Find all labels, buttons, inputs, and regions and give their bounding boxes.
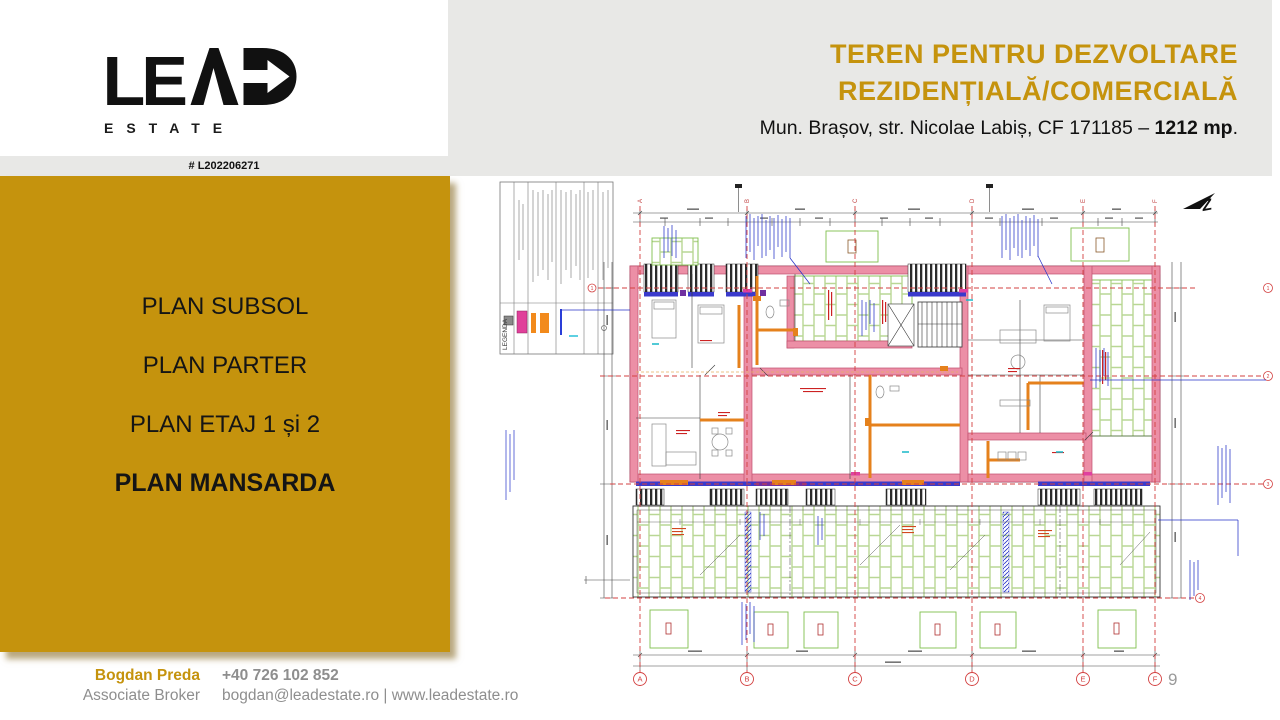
property-subtitle: Mun. Brașov, str. Nicolae Labiș, CF 171185 – 1212 mp. <box>759 117 1238 139</box>
legend-swatch-magenta <box>517 311 527 333</box>
svg-text:F: F <box>1152 674 1158 684</box>
agent-name: Bogdan Preda <box>94 667 200 684</box>
svg-text:LE: LE <box>102 44 184 119</box>
legend-title: LEGENDA <box>502 318 509 350</box>
plan-item-etaj: PLAN ETAJ 1 și 2 <box>129 411 321 438</box>
svg-text:B: B <box>744 674 750 684</box>
footing-pads <box>650 610 1136 648</box>
page-title-line1: TEREN PENTRU DEZVOLTARE <box>829 39 1238 69</box>
svg-text:A: A <box>637 674 643 684</box>
svg-text:E: E <box>1081 198 1087 203</box>
plan-item-mansarda: PLAN MANSARDA <box>114 469 336 497</box>
dormer-boxes <box>652 228 1129 265</box>
svg-text:C: C <box>853 198 859 203</box>
logo-estate-text: ESTATE <box>104 120 236 136</box>
lead-logo-icon <box>100 44 340 119</box>
axis-labels-top <box>638 198 1159 203</box>
footer-contact-details <box>222 666 518 706</box>
footer-agent <box>0 666 200 706</box>
listing-ref-strip <box>0 156 448 176</box>
svg-text:E: E <box>1080 674 1086 684</box>
legend-swatch-orange1 <box>531 313 536 333</box>
footer-contact <box>0 666 660 706</box>
area-value: 1212 mp <box>1154 117 1233 139</box>
agent-phone: +40 726 102 852 <box>222 667 339 684</box>
page-title-line2: REZIDENȚIALĂ/COMERCIALĂ <box>838 76 1238 106</box>
terrace-bottom <box>633 506 1160 597</box>
listing-ref-number: # L202206271 <box>188 160 260 172</box>
plan-list-panel <box>0 176 450 652</box>
svg-text:2: 2 <box>1266 374 1270 380</box>
svg-text:Z: Z <box>1200 196 1214 215</box>
svg-text:F: F <box>1153 199 1159 203</box>
svg-text:1: 1 <box>590 286 594 292</box>
svg-text:A: A <box>638 198 644 203</box>
plan-item-parter: PLAN PARTER <box>142 352 308 379</box>
axis-labels-bottom <box>634 673 1162 686</box>
agent-email-web[interactable]: bogdan@leadestate.ro | www.leadestate.ro <box>222 687 519 704</box>
staircase <box>888 302 962 347</box>
svg-text:4: 4 <box>1198 596 1202 602</box>
page-number: 9 <box>1168 670 1178 689</box>
svg-text:3: 3 <box>1266 482 1270 488</box>
mansarda-floor-plan <box>480 176 1280 720</box>
legend-table <box>500 182 613 500</box>
terrace-hatch-right <box>1090 280 1154 436</box>
svg-text:1: 1 <box>1266 286 1270 292</box>
lead-estate-logo <box>100 44 340 156</box>
svg-text:D: D <box>970 198 976 203</box>
agent-role: Associate Broker <box>82 687 200 704</box>
north-arrow-icon <box>1183 193 1215 215</box>
skylights-bottom <box>636 482 1150 506</box>
section-markers <box>735 184 993 212</box>
building-outline <box>630 264 1160 505</box>
title-block <box>448 0 1272 176</box>
svg-text:B: B <box>745 198 751 203</box>
plan-item-subsol: PLAN SUBSOL <box>141 293 309 320</box>
svg-text:D: D <box>969 674 975 684</box>
svg-text:C: C <box>852 674 858 684</box>
legend-swatch-orange2 <box>540 313 549 333</box>
